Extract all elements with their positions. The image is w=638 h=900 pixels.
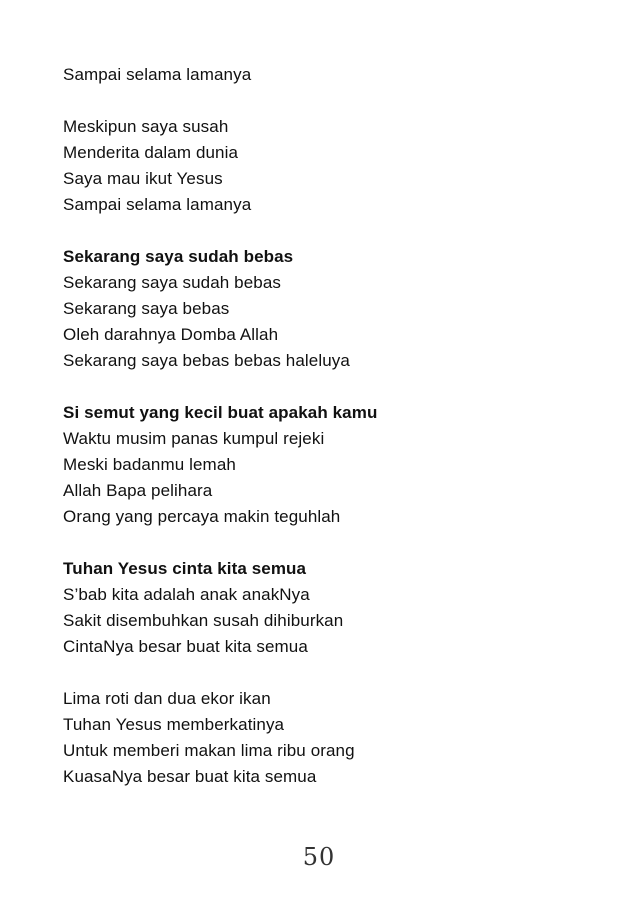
- lyric-line: Oleh darahnya Domba Allah: [63, 325, 279, 344]
- page-number: 50: [302, 843, 336, 871]
- lyric-line: Waktu musim panas kumpul rejeki: [63, 429, 325, 448]
- stanza: [63, 400, 583, 530]
- lyric-line: Meski badanmu lemah: [63, 455, 236, 474]
- song-lyrics: [63, 62, 583, 816]
- lyric-line: Sekarang saya bebas bebas haleluya: [63, 351, 350, 370]
- song-title-line: Si semut yang kecil buat apakah kamu: [63, 403, 378, 422]
- lyric-line: Sekarang saya sudah bebas: [63, 273, 281, 292]
- lyric-line: Menderita dalam dunia: [63, 143, 239, 162]
- lyric-line: Saya mau ikut Yesus: [63, 169, 223, 188]
- lyric-line: Allah Bapa pelihara: [63, 481, 213, 500]
- lyric-line: Sampai selama lamanya: [63, 195, 252, 214]
- lyric-line: Meskipun saya susah: [63, 117, 229, 136]
- lyric-line: Lima roti dan dua ekor ikan: [63, 689, 271, 708]
- lyric-line: Sekarang saya bebas: [63, 299, 230, 318]
- lyric-line: Orang yang percaya makin teguhlah: [63, 507, 341, 526]
- lyric-line: Tuhan Yesus memberkatinya: [63, 715, 285, 734]
- lyric-line: KuasaNya besar buat kita semua: [63, 767, 317, 786]
- stanza: [63, 114, 583, 218]
- lyric-line: CintaNya besar buat kita semua: [63, 637, 308, 656]
- stanza: [63, 62, 583, 88]
- lyric-line: S’bab kita adalah anak anakNya: [63, 585, 310, 604]
- song-title-line: Tuhan Yesus cinta kita semua: [63, 559, 307, 578]
- stanza: [63, 556, 583, 660]
- song-title-line: Sekarang saya sudah bebas: [63, 247, 294, 266]
- lyric-line: Untuk memberi makan lima ribu orang: [63, 741, 355, 760]
- stanza: [63, 244, 583, 374]
- lyric-line: Sampai selama lamanya: [63, 65, 252, 84]
- lyric-line: Sakit disembuhkan susah dihiburkan: [63, 611, 344, 630]
- stanza: [63, 686, 583, 790]
